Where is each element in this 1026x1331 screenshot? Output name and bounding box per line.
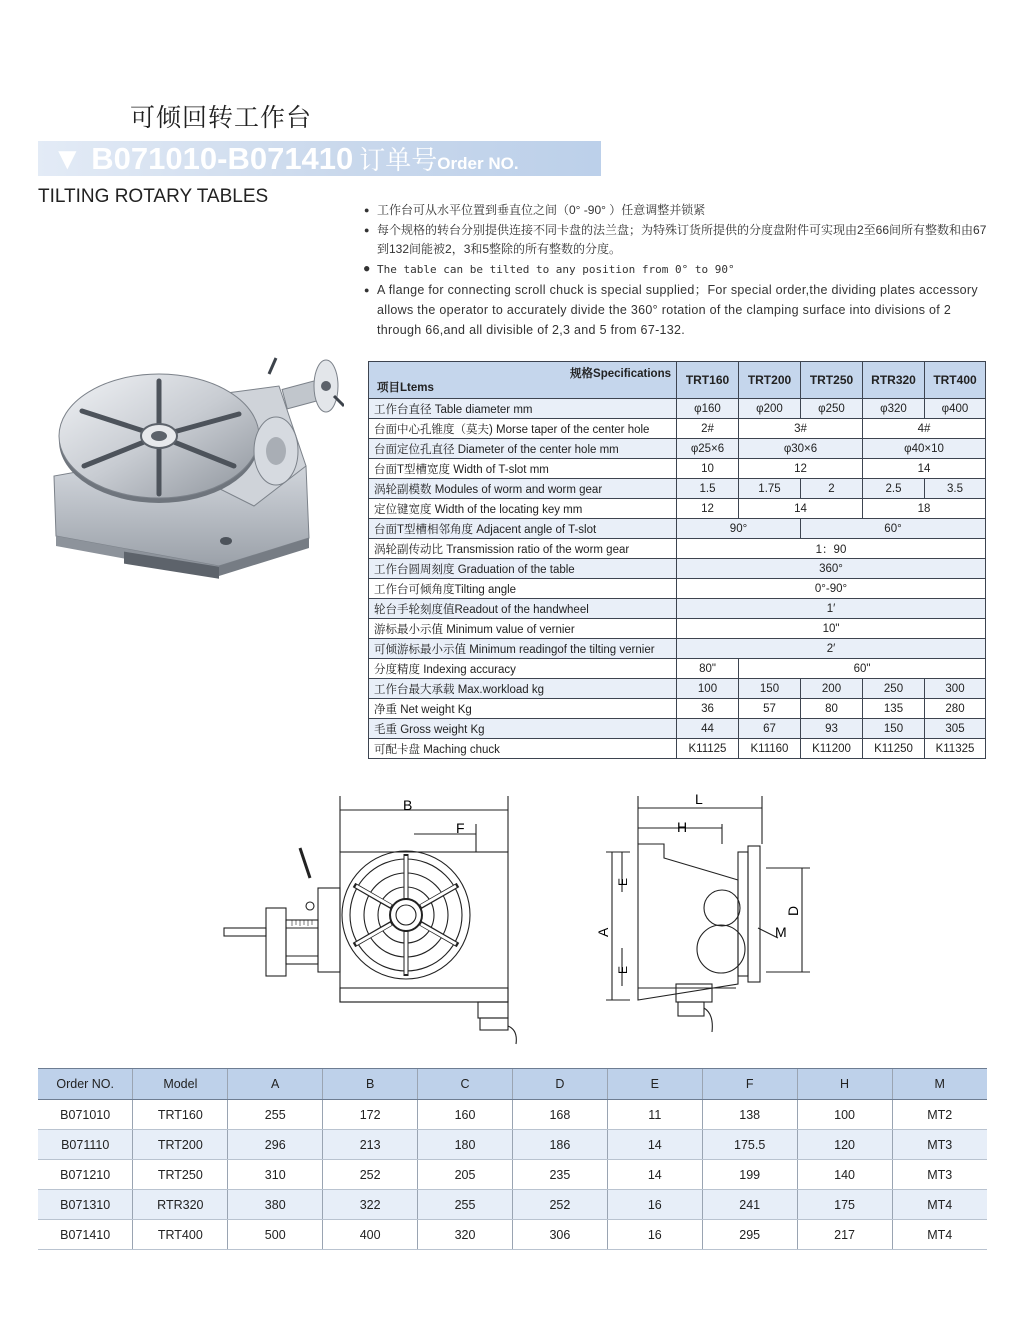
dimensions-cell: 199 <box>702 1160 797 1190</box>
spec-value-cell: 1.5 <box>677 479 739 499</box>
spec-value-cell: 90° <box>677 519 801 539</box>
spec-row-label: 涡轮副传动比 Transmission ratio of the worm gear <box>369 539 677 559</box>
dimensions-cell: 310 <box>228 1160 323 1190</box>
spec-row-label: 工作台可倾角度Tilting angle <box>369 579 677 599</box>
spec-value-cell: 360° <box>677 559 986 579</box>
dimensions-cell: 252 <box>323 1160 418 1190</box>
dimensions-cell: 255 <box>228 1100 323 1130</box>
dimensions-cell: 241 <box>702 1190 797 1220</box>
dimensions-cell: 120 <box>797 1130 892 1160</box>
dimension-label-e-top: E <box>616 877 630 886</box>
spec-row-label: 工作台圆周刻度 Graduation of the table <box>369 559 677 579</box>
spec-value-cell: φ200 <box>739 399 801 419</box>
spec-value-cell: 10" <box>677 619 986 639</box>
dimensions-cell: TRT250 <box>133 1160 228 1190</box>
header-items: 项目Ltems <box>377 382 434 394</box>
model-header: RTR320 <box>863 362 925 399</box>
spec-value-cell: 44 <box>677 719 739 739</box>
dimensions-column-header: F <box>702 1069 797 1100</box>
dimensions-cell: 500 <box>228 1220 323 1250</box>
dimensions-cell: 175 <box>797 1190 892 1220</box>
dimensions-cell: 186 <box>512 1130 607 1160</box>
dimensions-row <box>38 1130 987 1160</box>
dimensions-cell: 138 <box>702 1100 797 1130</box>
spec-row <box>369 459 986 479</box>
spec-row <box>369 419 986 439</box>
spec-row <box>369 659 986 679</box>
dimensions-cell: 217 <box>797 1220 892 1250</box>
spec-value-cell: 12 <box>739 459 863 479</box>
dimensions-cell: 100 <box>797 1100 892 1130</box>
dimensions-cell: 11 <box>607 1100 702 1130</box>
spec-value-cell: 2′ <box>677 639 986 659</box>
spec-value-cell: 1′ <box>677 599 986 619</box>
spec-row-label: 台面T型槽相邻角度 Adjacent angle of T-slot <box>369 519 677 539</box>
dimensions-cell: 235 <box>512 1160 607 1190</box>
dimensions-cell: MT3 <box>892 1160 987 1190</box>
dimension-drawing <box>218 788 818 1050</box>
dimensions-cell: B071010 <box>38 1100 133 1130</box>
spec-value-cell: 250 <box>863 679 925 699</box>
model-header: TRT400 <box>925 362 986 399</box>
dimensions-cell: 14 <box>607 1130 702 1160</box>
dimensions-cell: 16 <box>607 1190 702 1220</box>
dimensions-cell: RTR320 <box>133 1190 228 1220</box>
dimension-label-f: F <box>456 820 465 836</box>
dimensions-column-header: Order NO. <box>38 1069 133 1100</box>
spec-value-cell: 150 <box>863 719 925 739</box>
spec-row <box>369 719 986 739</box>
order-label-en: Order NO. <box>437 154 519 173</box>
spec-value-cell: 150 <box>739 679 801 699</box>
spec-value-cell: φ30×6 <box>739 439 863 459</box>
spec-row <box>369 739 986 759</box>
spec-row <box>369 679 986 699</box>
spec-value-cell: K11200 <box>801 739 863 759</box>
dimensions-table <box>38 1068 987 1250</box>
dimensions-cell: 255 <box>418 1190 513 1220</box>
spec-value-cell: 57 <box>739 699 801 719</box>
dimensions-cell: 140 <box>797 1160 892 1190</box>
spec-row <box>369 539 986 559</box>
spec-row-label: 工作台最大承载 Max.workload kg <box>369 679 677 699</box>
spec-row <box>369 399 986 419</box>
dimensions-cell: TRT200 <box>133 1130 228 1160</box>
spec-value-cell: 3.5 <box>925 479 986 499</box>
spec-row <box>369 619 986 639</box>
spec-value-cell: 200 <box>801 679 863 699</box>
spec-value-cell: 305 <box>925 719 986 739</box>
dimension-label-e-bottom: E <box>616 965 630 974</box>
spec-row <box>369 439 986 459</box>
dimension-label-m: M <box>775 924 787 940</box>
dimension-label-h: H <box>677 819 688 835</box>
spec-value-cell: 2# <box>677 419 739 439</box>
order-code-range: ▼ B071010-B071410 <box>52 141 354 176</box>
spec-value-cell: 2 <box>801 479 863 499</box>
spec-value-cell: 67 <box>739 719 801 739</box>
spec-value-cell: φ320 <box>863 399 925 419</box>
spec-value-cell: φ250 <box>801 399 863 419</box>
dimensions-cell: 320 <box>418 1220 513 1250</box>
dimensions-cell: 322 <box>323 1190 418 1220</box>
spec-value-cell: 3# <box>739 419 863 439</box>
tilting-rotary-table-illustration <box>44 356 344 584</box>
spec-value-cell: 14 <box>739 499 863 519</box>
feature-notes <box>364 201 994 341</box>
spec-row-label: 可倾游标最小示值 Minimum readingof the tilting vernier <box>369 639 677 659</box>
spec-value-cell: φ160 <box>677 399 739 419</box>
spec-row-label: 台面定位孔直径 Diameter of the center hole mm <box>369 439 677 459</box>
dimensions-row <box>38 1100 987 1130</box>
order-banner-text <box>52 141 519 182</box>
dimension-label-a: A <box>595 927 611 937</box>
dimensions-column-header: C <box>418 1069 513 1100</box>
dimensions-cell: MT4 <box>892 1220 987 1250</box>
dimensions-column-header: M <box>892 1069 987 1100</box>
spec-value-cell: K11160 <box>739 739 801 759</box>
dimensions-cell: 306 <box>512 1220 607 1250</box>
spec-value-cell: φ25×6 <box>677 439 739 459</box>
spec-value-cell: φ400 <box>925 399 986 419</box>
spec-value-cell: 10 <box>677 459 739 479</box>
spec-value-cell: 80 <box>801 699 863 719</box>
spec-row-label: 净重 Net weight Kg <box>369 699 677 719</box>
dimensions-column-header: H <box>797 1069 892 1100</box>
dimensions-column-header: E <box>607 1069 702 1100</box>
spec-value-cell: 18 <box>863 499 986 519</box>
spec-row <box>369 519 986 539</box>
dimensions-cell: MT3 <box>892 1130 987 1160</box>
spec-value-cell: 1：90 <box>677 539 986 559</box>
spec-value-cell: 2.5 <box>863 479 925 499</box>
dimensions-cell: TRT160 <box>133 1100 228 1130</box>
dimensions-cell: 16 <box>607 1220 702 1250</box>
dimensions-cell: 400 <box>323 1220 418 1250</box>
dimensions-cell: B071410 <box>38 1220 133 1250</box>
spec-row-label: 台面中心孔锥度（莫夫) Morse taper of the center hole <box>369 419 677 439</box>
spec-row-label: 定位键宽度 Width of the locating key mm <box>369 499 677 519</box>
spec-header-row <box>369 362 986 399</box>
spec-row-label: 工作台直径 Table diameter mm <box>369 399 677 419</box>
dimensions-cell: 252 <box>512 1190 607 1220</box>
page-title-en: TILTING ROTARY TABLES <box>38 186 269 207</box>
dimensions-row <box>38 1160 987 1190</box>
spec-value-cell: 93 <box>801 719 863 739</box>
model-header: TRT160 <box>677 362 739 399</box>
dimensions-cell: 14 <box>607 1160 702 1190</box>
model-header: TRT250 <box>801 362 863 399</box>
spec-value-cell: 100 <box>677 679 739 699</box>
spec-row <box>369 639 986 659</box>
model-header: TRT200 <box>739 362 801 399</box>
spec-table <box>368 361 986 759</box>
dimensions-cell: 172 <box>323 1100 418 1130</box>
note-en-tilt: ● The table can be tilted to any position from 0° to 90° <box>364 260 994 279</box>
dimensions-cell: 213 <box>323 1130 418 1160</box>
note-cn-tilt: ● 工作台可从水平位置到垂直位之间（0° -90° ）任意调整并锁紧 <box>364 201 994 220</box>
spec-row-label: 游标最小示值 Minimum value of vernier <box>369 619 677 639</box>
dimension-label-l: L <box>695 791 703 807</box>
dimensions-cell: 175.5 <box>702 1130 797 1160</box>
dimensions-cell: B071110 <box>38 1130 133 1160</box>
spec-row-label: 轮台手轮刻度值Readout of the handwheel <box>369 599 677 619</box>
dimensions-cell: MT2 <box>892 1100 987 1130</box>
spec-value-cell: 280 <box>925 699 986 719</box>
spec-row <box>369 699 986 719</box>
spec-value-cell: 60" <box>739 659 986 679</box>
spec-row-label: 涡轮副模数 Modules of worm and worm gear <box>369 479 677 499</box>
spec-value-cell: 80" <box>677 659 739 679</box>
dimensions-cell: 168 <box>512 1100 607 1130</box>
spec-row <box>369 559 986 579</box>
spec-value-cell: 1.75 <box>739 479 801 499</box>
dimensions-row <box>38 1220 987 1250</box>
dimensions-column-header: D <box>512 1069 607 1100</box>
dimensions-cell: B071210 <box>38 1160 133 1190</box>
note-en-flange: ● A flange for connecting scroll chuck is special supplied；For special order,the dividing plates accessory allows the operator to accurately divide the 360° rotation of the clamping surface into divisions of 2 through 66,and all divisible of 2,3 and 5 from 67-132. <box>364 280 994 340</box>
spec-value-cell: 12 <box>677 499 739 519</box>
spec-value-cell: 0°-90° <box>677 579 986 599</box>
spec-row-label: 可配卡盘 Maching chuck <box>369 739 677 759</box>
dimensions-cell: B071310 <box>38 1190 133 1220</box>
dimensions-table-body <box>38 1100 987 1250</box>
dimensions-cell: 160 <box>418 1100 513 1130</box>
spec-value-cell: K11325 <box>925 739 986 759</box>
spec-row <box>369 479 986 499</box>
spec-value-cell: 60° <box>801 519 986 539</box>
spec-row-label: 台面T型槽宽度 Width of T-slot mm <box>369 459 677 479</box>
spec-corner-header <box>369 362 677 399</box>
dimensions-cell: TRT400 <box>133 1220 228 1250</box>
page-title-cn: 可倾回转工作台 <box>130 104 313 132</box>
dimensions-header-row <box>38 1069 987 1100</box>
spec-value-cell: 300 <box>925 679 986 699</box>
header-specifications: 规格Specifications <box>570 368 671 380</box>
spec-row-label: 毛重 Gross weight Kg <box>369 719 677 739</box>
dimensions-cell: MT4 <box>892 1190 987 1220</box>
spec-value-cell: 4# <box>863 419 986 439</box>
dimensions-column-header: Model <box>133 1069 228 1100</box>
spec-value-cell: K11125 <box>677 739 739 759</box>
spec-value-cell: 14 <box>863 459 986 479</box>
dimensions-cell: 295 <box>702 1220 797 1250</box>
dimensions-cell: 380 <box>228 1190 323 1220</box>
order-label-cn: 订单号 <box>359 145 438 175</box>
spec-value-cell: φ40×10 <box>863 439 986 459</box>
dimension-label-d: D <box>785 905 801 916</box>
spec-row <box>369 599 986 619</box>
spec-value-cell: 36 <box>677 699 739 719</box>
dimensions-cell: 205 <box>418 1160 513 1190</box>
dimension-label-b: B <box>403 797 413 813</box>
note-cn-flange: ● 每个规格的转台分别提供连接不同卡盘的法兰盘；为特殊订货所提供的分度盘附件可实现由2至66间所有整数和由67到132间能被2，3和5整除的所有整数的分度。 <box>364 221 994 259</box>
spec-row <box>369 499 986 519</box>
dimensions-column-header: A <box>228 1069 323 1100</box>
dimensions-cell: 296 <box>228 1130 323 1160</box>
spec-row-label: 分度精度 Indexing accuracy <box>369 659 677 679</box>
spec-value-cell: K11250 <box>863 739 925 759</box>
dimensions-column-header: B <box>323 1069 418 1100</box>
spec-row <box>369 579 986 599</box>
spec-table-body <box>369 399 986 759</box>
dimensions-cell: 180 <box>418 1130 513 1160</box>
dimensions-row <box>38 1190 987 1220</box>
spec-value-cell: 135 <box>863 699 925 719</box>
